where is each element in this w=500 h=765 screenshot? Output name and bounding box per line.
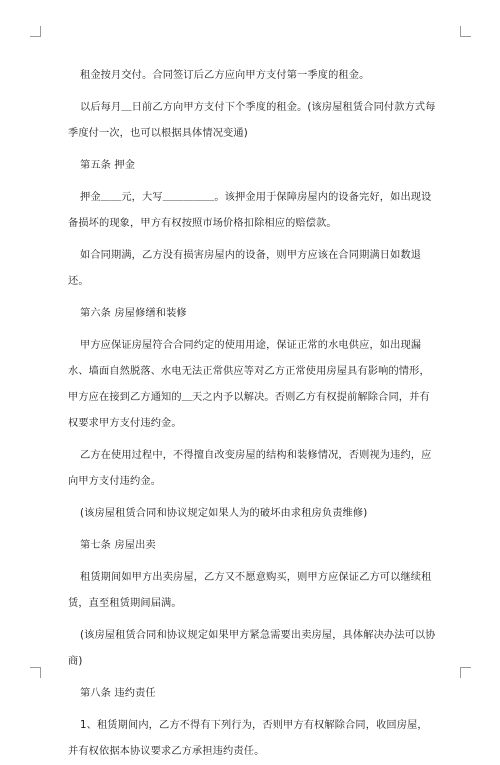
section-heading-breach: 第八条 违约责任 (80, 688, 156, 699)
paragraph-landlord-obligations: 甲方应保证房屋符合合同约定的使用用途，保证正常的水电供应，如出现漏水、墙面自然脱落、水电无法正常供应等对乙方正常使用房屋具有影响的情形，甲方应在接到乙方通知的＿天之内予以解决。否则乙方有权提前解除合同，并有权要求甲方支付违约金。 (68, 340, 430, 429)
crop-mark-top-left (30, 26, 41, 37)
crop-mark-bottom-right (460, 667, 471, 678)
paragraph-sale-continuation: 租赁期间如甲方出卖房屋，乙方又不愿意购买，则甲方应保证乙方可以继续租赁，直至租赁期间届满。 (68, 572, 432, 609)
paragraph-repair-note: (该房屋租赁合同和协议规定如果人为的破坏由求租房负责维修) (80, 508, 368, 519)
section-heading-repair: 第六条 房屋修缮和装修 (80, 308, 187, 319)
paragraph-tenant-obligations: 乙方在使用过程中，不得擅自改变房屋的结构和装修情况，否则视为违约，应向甲方支付违约金。 (68, 450, 432, 487)
crop-mark-bottom-left (30, 667, 41, 678)
paragraph-rent-monthly: 租金按月交付。合同签订后乙方应向甲方支付第一季度的租金。 (80, 70, 370, 81)
paragraph-deposit-refund: 如合同期满，乙方没有损害房屋内的设备，则甲方应该在合同期满日如数退还。 (68, 250, 422, 287)
document-body (68, 63, 438, 765)
section-heading-sale: 第七条 房屋出卖 (80, 540, 156, 551)
crop-mark-top-right (460, 26, 471, 37)
section-heading-deposit: 第五条 押金 (80, 160, 136, 171)
paragraph-breach-clause-1: 1、租赁期间内，乙方不得有下列行为，否则甲方有权解除合同，收回房屋，并有权依据本协议要求乙方承担违约责任。 (68, 720, 428, 757)
paragraph-quarterly-payment: 以后每月＿日前乙方向甲方支付下个季度的租金。(该房屋租赁合同付款方式每季度付一次，也可以根据具体情况变通) (68, 102, 436, 139)
paragraph-deposit-amount: 押金＿＿元，大写＿＿＿＿＿。该押金用于保障房屋内的设备完好，如出现设备损坏的现象，甲方有权按照市场价格扣除相应的赔偿款。 (68, 192, 432, 229)
paragraph-sale-note: (该房屋租赁合同和协议规定如果甲方紧急需要出卖房屋，具体解决办法可以协商) (68, 630, 436, 667)
